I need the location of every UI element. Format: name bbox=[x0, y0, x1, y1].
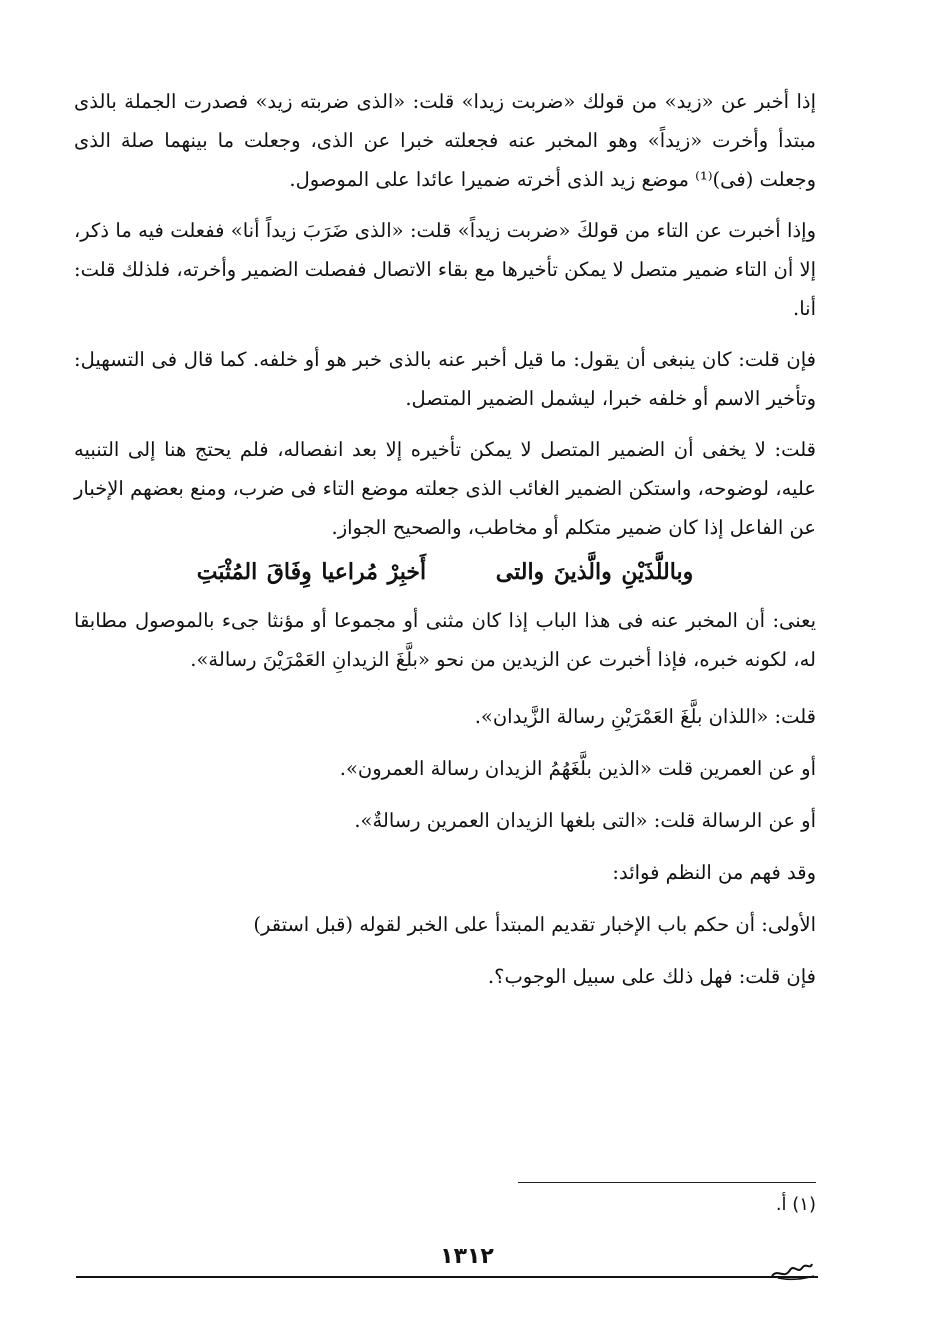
footnote: (١) أ. bbox=[775, 1194, 816, 1215]
question-line: فإن قلت: فهل ذلك على سبيل الوجوب؟. bbox=[487, 965, 816, 988]
paragraph-1: إذا أخبر عن «زيد» من قولك «ضربت زيدا» قلت: «الذى ضربته زيد» فصدرت الجملة بالذى مبتدأ وأخرت «زيداً» وهو المخبر عنه فجعلته خبرا عن الذى، وجعلت ما بينهما صلة الذى وجعلت (فى)⁽¹⁾ موضع زيد الذى أخرته ضميرا عائدا على الموصول. bbox=[74, 90, 816, 191]
verse-second-hemistich: أَخبِرْ مُراعيا وِفَاقَ المُثْبَتِ bbox=[196, 559, 427, 585]
poetry-verse bbox=[74, 549, 816, 595]
benefits-heading-line: وقد فهم من النظم فوائد: bbox=[612, 861, 816, 884]
example-line-2: أو عن العمرين قلت «الذين بلَّغَهُمُ الزيدان رسالة العمرون». bbox=[339, 757, 816, 780]
paragraph-4: قلت: لا يخفى أن الضمير المتصل لا يمكن تأخيره إلا بعد انفصاله، فلم يحتج هنا إلى التنبيه عليه، لوضوحه، واستكن الضمير الغائب الذى جعلته موضع التاء فى ضرب، ومنع بعضهم الإخبار عن الفاعل إذا كان ضمير متكلم أو مخاطب، والصحيح الجواز. bbox=[74, 438, 816, 539]
page-body bbox=[74, 82, 816, 1003]
paragraph-3: فإن قلت: كان ينبغى أن يقول: ما قيل أخبر عنه بالذى خبر هو أو خلفه. كما قال فى التسهيل: وتأخير الاسم أو خلفه خبرا، ليشمل الضمير المتصل. bbox=[74, 348, 816, 410]
footnote-divider bbox=[518, 1182, 816, 1183]
explanation-paragraph: يعنى: أن المخبر عنه فى هذا الباب إذا كان مثنى أو مجموعا أو مؤنثا جىء بالموصول مطابقا له، لكونه خبره، فإذا أخبرت عن الزيدين من نحو «بلَّغَ الزيدانِ العَمْرَيْنَ رسالة». bbox=[74, 609, 816, 671]
paragraph-2: وإذا أخبرت عن التاء من قولكَ «ضربت زيداً» قلت: «الذى ضَرَبَ زيداً أنا» ففعلت فيه ما ذكر، إلا أن التاء ضمير متصل لا يمكن تأخيرها مع بقاء الاتصال ففصلت الضمير وأخرته، فلذلك قلت: أنا. bbox=[74, 219, 816, 320]
page-number: ١٣١٢ bbox=[440, 1244, 494, 1269]
verse-first-hemistich: وباللَّذَيْنِ والَّذينَ والتى bbox=[495, 559, 694, 585]
first-benefit-line: الأولى: أن حكم باب الإخبار تقديم المبتدأ على الخبر لقوله (قبل استقر) bbox=[253, 913, 816, 936]
example-line-3: أو عن الرسالة قلت: «التى بلغها الزيدان العمرين رسالةٌ». bbox=[354, 809, 816, 832]
bottom-divider bbox=[76, 1276, 818, 1278]
example-line-1: قلت: «اللذان بلَّغَ العَمْرَيْنِ رسالة الزَّيدان». bbox=[474, 705, 816, 728]
signature-mark bbox=[768, 1250, 816, 1284]
